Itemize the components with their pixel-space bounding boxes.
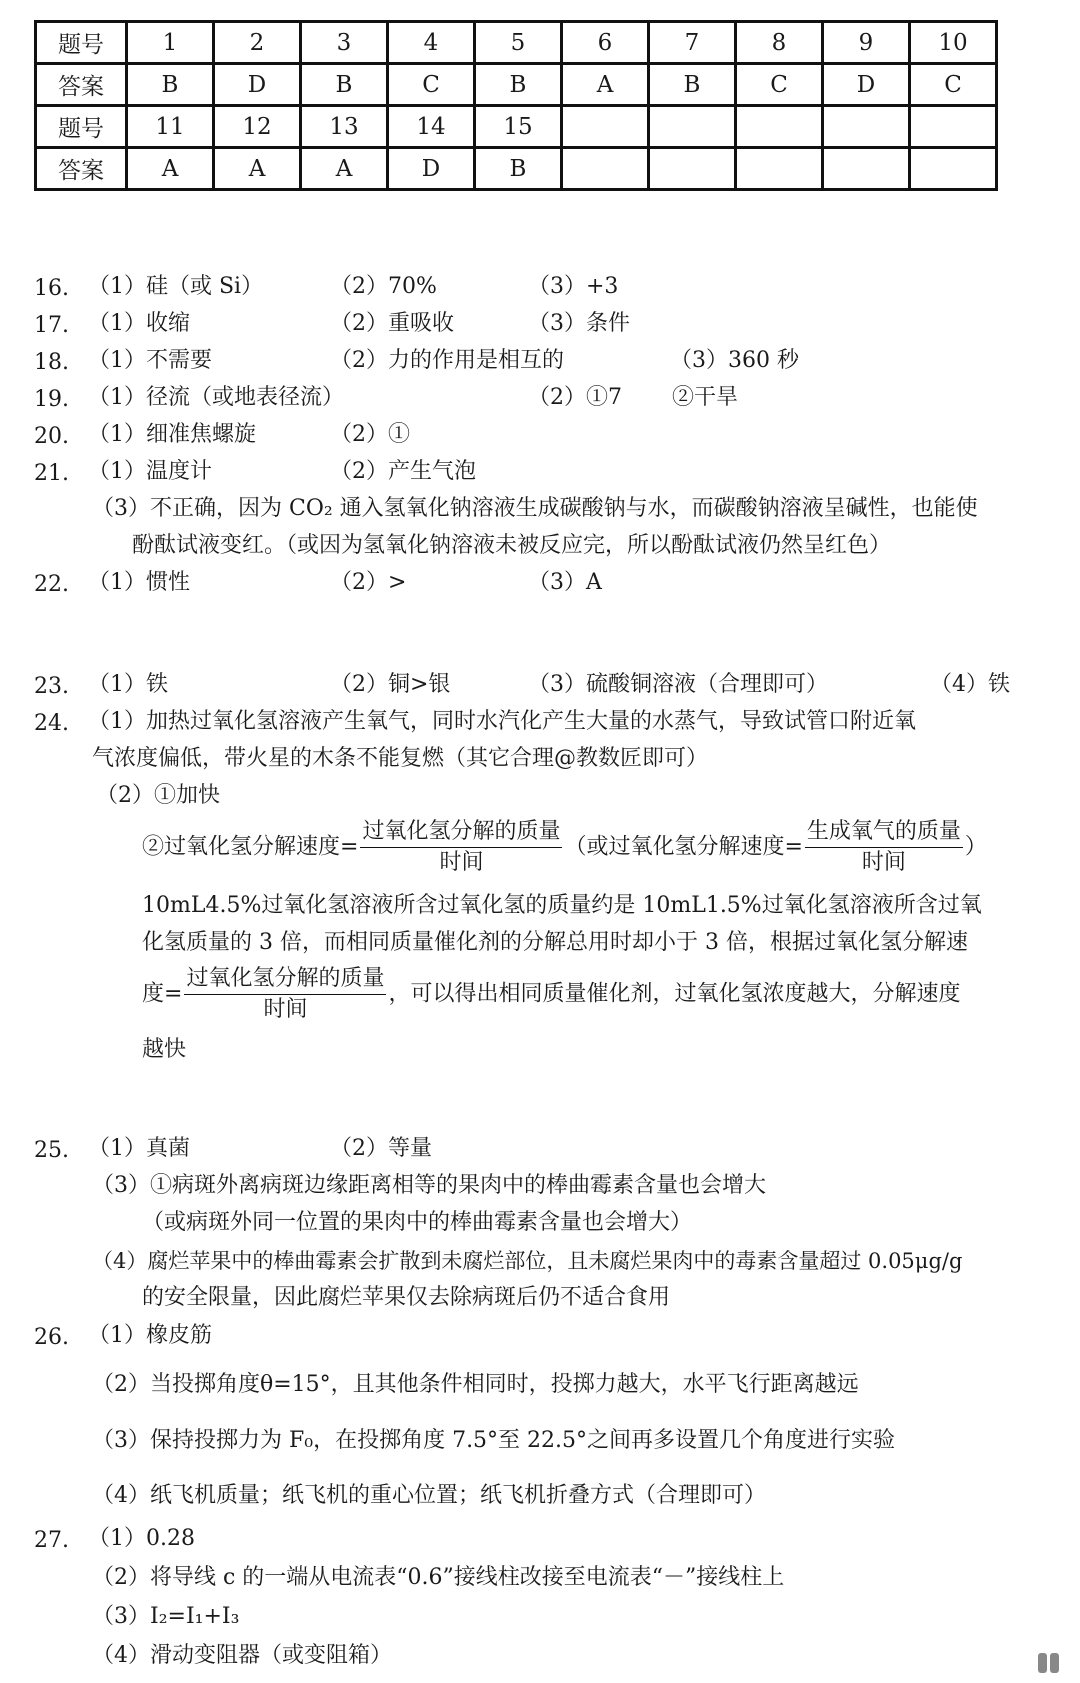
table-row <box>36 106 997 148</box>
table-cell: B <box>475 148 562 190</box>
answer-part: （2）铜>银 <box>330 672 451 697</box>
table-cell <box>562 106 649 148</box>
watermark <box>1038 1653 1062 1673</box>
table-cell <box>736 148 823 190</box>
table-cell: 6 <box>562 22 649 64</box>
table-cell: 14 <box>388 106 475 148</box>
answer-part: （1）径流（或地表径流） <box>88 385 344 410</box>
answer-part: （2）力的作用是相互的 <box>330 348 564 373</box>
answer-part: （2）①加快 <box>96 783 220 808</box>
table-cell <box>910 148 997 190</box>
answer-part: （3）不正确，因为 CO₂ 通入氢氧化钠溶液生成碳酸钠与水，而碳酸钠溶液呈碱性，也能使 <box>92 496 978 521</box>
answer-part: （1）温度计 <box>88 459 212 484</box>
table-cell: 8 <box>736 22 823 64</box>
answer-part: （2）产生气泡 <box>330 459 476 484</box>
table-cell <box>649 148 736 190</box>
table-cell: D <box>823 64 910 106</box>
answer-part: （1）不需要 <box>88 348 212 373</box>
table-cell: D <box>388 148 475 190</box>
table-cell <box>562 148 649 190</box>
table-cell: C <box>388 64 475 106</box>
table-cell: 答案 <box>36 64 127 106</box>
table-cell: B <box>127 64 214 106</box>
table-cell: A <box>127 148 214 190</box>
formula-text: 度= <box>142 981 183 1007</box>
answer-part: （1）铁 <box>88 672 168 697</box>
answer-part: （2）将导线 c 的一端从电流表“0.6”接线柱改接至电流表“－”接线柱上 <box>92 1565 785 1590</box>
answer-part: 气浓度偏低，带火星的木条不能复燃（其它合理@教数匠即可） <box>92 746 709 771</box>
table-cell: A <box>301 148 388 190</box>
answer-part: 10mL4.5%过氧化氢溶液所含过氧化氢的质量约是 10mL1.5%过氧化氢溶液所含过氧 <box>142 893 982 918</box>
question-number: 23. <box>34 674 69 699</box>
answer-part: （3）I₂=I₁+I₃ <box>92 1604 240 1629</box>
answer-part: 酚酞试液变红。（或因为氢氧化钠溶液未被反应完，所以酚酞试液仍然呈红色） <box>132 533 892 558</box>
answer-part: （3）硫酸铜溶液（合理即可） <box>528 672 828 697</box>
answer-part: （1）硅（或 Si） <box>88 274 264 299</box>
question-number: 18. <box>34 350 69 375</box>
table-cell: 12 <box>214 106 301 148</box>
table-cell: 15 <box>475 106 562 148</box>
answer-part: （3）360 秒 <box>670 348 799 373</box>
answer-part: 化氢质量的 3 倍，而相同质量催化剂的分解总用时却小于 3 倍，根据过氧化氢分解速 <box>142 930 968 955</box>
table-cell: 11 <box>127 106 214 148</box>
table-row <box>36 148 997 190</box>
table-cell: 3 <box>301 22 388 64</box>
fraction-denominator: 时间 <box>263 997 308 1022</box>
fraction <box>184 964 386 1025</box>
table-cell: 4 <box>388 22 475 64</box>
watermark-logo-icon <box>1050 1653 1059 1673</box>
answer-part: （4）铁 <box>930 672 1010 697</box>
table-cell: B <box>475 64 562 106</box>
question-number: 26. <box>34 1325 69 1350</box>
answer-part: （或病斑外同一位置的果肉中的棒曲霉素含量也会增大） <box>142 1210 693 1235</box>
answer-part: （2）重吸收 <box>330 311 454 336</box>
fraction <box>360 817 562 878</box>
table-row <box>36 64 997 106</box>
formula-line <box>142 817 987 878</box>
fraction-denominator: 时间 <box>861 850 906 875</box>
answer-part: （4）滑动变阻器（或变阻箱） <box>92 1643 392 1668</box>
table-cell: C <box>736 64 823 106</box>
answer-part: （2）①7 <box>528 385 622 410</box>
table-cell: D <box>214 64 301 106</box>
table-cell: 10 <box>910 22 997 64</box>
answer-part: （3）①病斑外离病斑边缘距离相等的果肉中的棒曲霉素含量也会增大 <box>92 1173 766 1198</box>
table-cell: B <box>649 64 736 106</box>
table-cell <box>910 106 997 148</box>
answer-part: （4）纸飞机质量；纸飞机的重心位置；纸飞机折叠方式（合理即可） <box>92 1483 766 1508</box>
table-cell: 13 <box>301 106 388 148</box>
answer-part: （1）收缩 <box>88 311 190 336</box>
answer-part: 的安全限量，因此腐烂苹果仅去除病斑后仍不适合食用 <box>142 1285 671 1310</box>
table-cell: A <box>562 64 649 106</box>
question-number: 16. <box>34 276 69 301</box>
question-number: 24. <box>34 711 69 736</box>
table-cell <box>823 106 910 148</box>
formula-text: （或过氧化氢分解速度= <box>564 834 803 860</box>
answer-part: （3）+3 <box>528 274 619 299</box>
answer-table <box>34 20 998 191</box>
table-cell: 5 <box>475 22 562 64</box>
table-cell: 题号 <box>36 106 127 148</box>
question-number: 22. <box>34 572 69 597</box>
fraction-numerator: 生成氧气的质量 <box>805 817 963 848</box>
question-number: 21. <box>34 461 69 486</box>
table-cell: 7 <box>649 22 736 64</box>
formula-line <box>142 964 960 1025</box>
table-cell: B <box>301 64 388 106</box>
answer-part: （2）① <box>330 422 410 447</box>
table-cell: 题号 <box>36 22 127 64</box>
answer-part: （3）条件 <box>528 311 630 336</box>
question-number: 27. <box>34 1528 69 1553</box>
answer-part: （1）加热过氧化氢溶液产生氧气，同时水汽化产生大量的水蒸气，导致试管口附近氧 <box>88 709 916 734</box>
answer-part: （1）橡皮筋 <box>88 1323 212 1348</box>
formula-text: ） <box>964 834 987 860</box>
table-cell: 9 <box>823 22 910 64</box>
answer-part: （2）70% <box>330 274 437 299</box>
answer-part: （3）保持投掷力为 F₀，在投掷角度 7.5°至 22.5°之间再多设置几个角度进行实验 <box>92 1428 896 1453</box>
table-row <box>36 22 997 64</box>
table-cell: 2 <box>214 22 301 64</box>
fraction-numerator: 过氧化氢分解的质量 <box>360 817 562 848</box>
fraction <box>805 817 963 878</box>
question-number: 20. <box>34 424 69 449</box>
table-cell <box>736 106 823 148</box>
fraction-numerator: 过氧化氢分解的质量 <box>184 964 386 995</box>
answer-part: （1）细准焦螺旋 <box>88 422 256 447</box>
question-number: 17. <box>34 313 69 338</box>
table-cell: 答案 <box>36 148 127 190</box>
formula-text: ②过氧化氢分解速度= <box>142 834 359 860</box>
table-cell: 1 <box>127 22 214 64</box>
fraction-denominator: 时间 <box>439 850 484 875</box>
table-cell <box>649 106 736 148</box>
answer-part: （1）0.28 <box>88 1526 195 1551</box>
answer-part: （1）惯性 <box>88 570 190 595</box>
table-cell <box>823 148 910 190</box>
table-cell: A <box>214 148 301 190</box>
question-number: 19. <box>34 387 69 412</box>
answer-part: （4）腐烂苹果中的棒曲霉素会扩散到未腐烂部位，且未腐烂果肉中的毒素含量超过 0.05μg/g <box>92 1249 963 1273</box>
answer-part: 越快 <box>142 1037 187 1062</box>
table-cell: C <box>910 64 997 106</box>
formula-text: ，可以得出相同质量催化剂，过氧化氢浓度越大，分解速度 <box>388 981 961 1007</box>
answer-part: ②干旱 <box>672 385 739 410</box>
answer-part: （2）等量 <box>330 1136 432 1161</box>
answer-part: （2）当投掷角度θ=15°，且其他条件相同时，投掷力越大，水平飞行距离越远 <box>92 1372 859 1397</box>
answer-part: （3）A <box>528 570 602 595</box>
answer-part: （2）> <box>330 570 407 595</box>
answer-part: （1）真菌 <box>88 1136 190 1161</box>
question-number: 25. <box>34 1138 69 1163</box>
watermark-logo-icon <box>1038 1653 1047 1673</box>
